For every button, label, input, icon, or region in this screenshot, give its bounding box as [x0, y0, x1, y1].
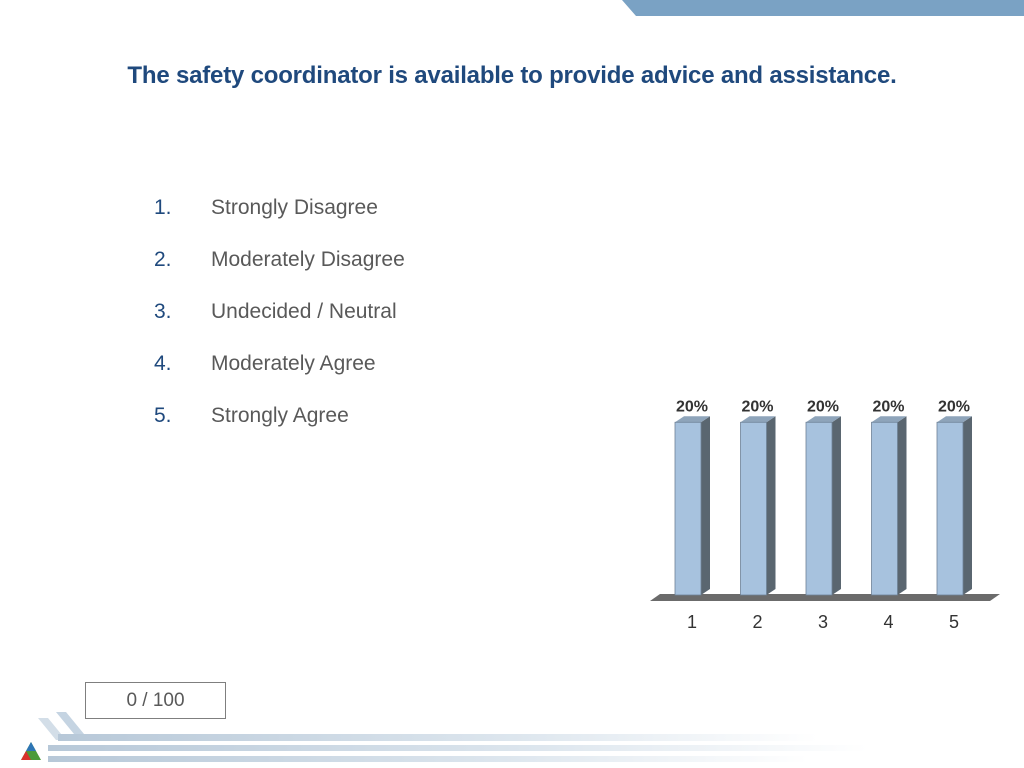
option-number: 4. [154, 352, 172, 375]
bar-side [701, 416, 710, 595]
bar-1 [675, 422, 701, 595]
option-number: 3. [154, 300, 172, 323]
bar-2 [741, 422, 767, 595]
bar-side [898, 416, 907, 595]
bar-5 [937, 422, 963, 595]
x-tick-label: 5 [948, 612, 960, 632]
bar-side [963, 416, 972, 595]
bar-3 [806, 422, 832, 595]
option-label: Undecided / Neutral [211, 300, 397, 323]
bar-side [767, 416, 776, 595]
option-label: Strongly Disagree [211, 196, 378, 219]
x-tick-label: 3 [817, 612, 829, 632]
answer-options-list [150, 196, 510, 456]
answer-option-2 [150, 248, 510, 300]
option-label: Moderately Disagree [211, 248, 405, 271]
x-tick-label: 4 [883, 612, 894, 632]
answer-option-1 [150, 196, 510, 248]
x-tick-label: 2 [752, 612, 763, 632]
response-counter: 0 / 100 [85, 682, 226, 719]
slide-title: The safety coordinator is available to provide advice and assistance. [127, 62, 897, 89]
data-label: 20% [806, 398, 840, 416]
logo-icon [21, 742, 41, 760]
data-label: 20% [872, 398, 905, 416]
answer-option-3 [150, 300, 510, 352]
response-bar-chart [650, 190, 1000, 640]
option-label: Moderately Agree [211, 352, 376, 375]
answer-option-5 [150, 404, 510, 456]
answer-option-4 [150, 352, 510, 404]
data-label: 20% [741, 398, 774, 416]
option-number: 2. [154, 248, 172, 271]
option-label: Strongly Agree [211, 404, 349, 427]
bottom-decoration [0, 704, 1024, 768]
bar-side [832, 416, 841, 595]
option-number: 1. [154, 196, 172, 219]
data-label: 20% [937, 398, 971, 416]
bar-4 [872, 422, 898, 595]
data-label: 20% [675, 398, 709, 416]
x-tick-label: 1 [686, 612, 698, 632]
option-number: 5. [154, 404, 172, 427]
top-accent-band [0, 0, 1024, 20]
